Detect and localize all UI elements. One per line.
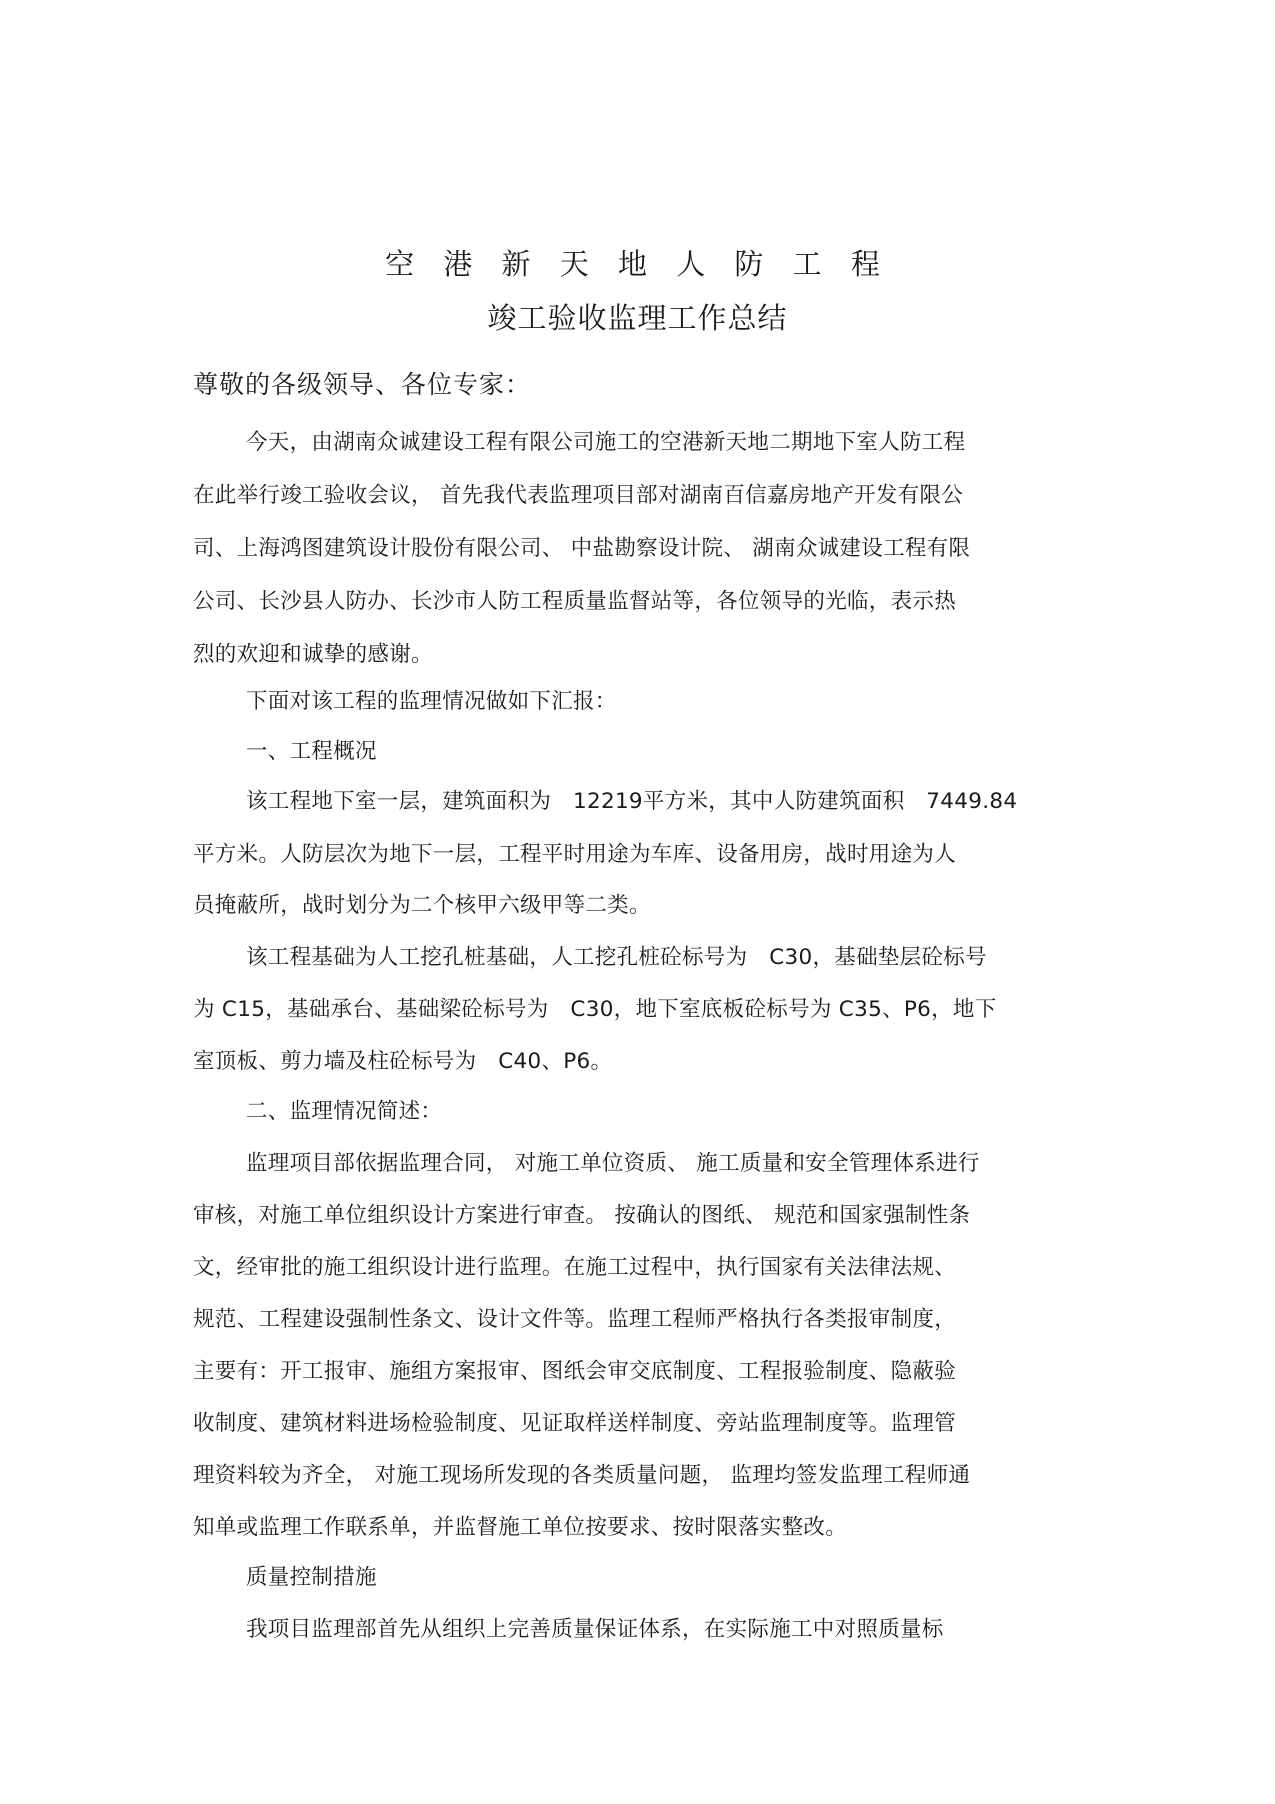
paragraph-line: 该工程基础为人工挖孔桩基础，人工挖孔桩砼标号为 C30，基础垫层砼标号	[246, 945, 987, 970]
paragraph-line: 平方米。人防层次为地下一层，工程平时用途为车库、设备用房，战时用途为人	[193, 842, 957, 867]
paragraph-line: 司、上海鸿图建筑设计股份有限公司、 中盐勘察设计院、 湖南众诚建设工程有限	[193, 536, 971, 561]
document-title: 空 港 新 天 地 人 防 工 程	[385, 247, 890, 281]
paragraph-line: 收制度、建筑材料进场检验制度、见证取样送样制度、旁站监理制度等。监理管	[193, 1411, 957, 1436]
document-subtitle: 竣工验收监理工作总结	[487, 301, 788, 335]
paragraph-line: 文，经审批的施工组织设计进行监理。在施工过程中，执行国家有关法律法规、	[193, 1255, 957, 1280]
paragraph-line: 在此举行竣工验收会议， 首先我代表监理项目部对湖南百信嘉房地产开发有限公	[193, 483, 964, 508]
paragraph-line: 下面对该工程的监理情况做如下汇报：	[246, 689, 617, 714]
section-heading: 质量控制措施	[246, 1565, 377, 1590]
paragraph-line: 理资料较为齐全， 对施工现场所发现的各类质量问题， 监理均签发监理工程师通	[193, 1463, 971, 1488]
section-heading: 二、监理情况简述：	[246, 1099, 443, 1124]
paragraph-line: 公司、长沙县人防办、长沙市人防工程质量监督站等，各位领导的光临，表示热	[193, 589, 957, 614]
paragraph-line: 室顶板、剪力墙及柱砼标号为 C40、P6。	[193, 1049, 613, 1074]
paragraph-line: 我项目监理部首先从组织上完善质量保证体系，在实际施工中对照质量标	[246, 1617, 944, 1642]
paragraph-line: 烈的欢迎和诚挚的感谢。	[193, 642, 433, 667]
paragraph-line: 今天，由湖南众诚建设工程有限公司施工的空港新天地二期地下室人防工程	[246, 430, 966, 455]
paragraph-line: 审核，对施工单位组织设计方案进行审查。 按确认的图纸、 规范和国家强制性条	[193, 1203, 971, 1228]
paragraph-line: 为 C15，基础承台、基础梁砼标号为 C30，地下室底板砼标号为 C35、P6，地下	[193, 997, 997, 1022]
paragraph-line: 监理项目部依据监理合同， 对施工单位资质、 施工质量和安全管理体系进行	[246, 1151, 980, 1176]
paragraph-line: 员掩蔽所，战时划分为二个核甲六级甲等二类。	[193, 893, 651, 918]
paragraph-line: 规范、工程建设强制性条文、设计文件等。监理工程师严格执行各类报审制度，	[193, 1307, 957, 1332]
salutation: 尊敬的各级领导、各位专家：	[193, 370, 532, 399]
paragraph-line: 该工程地下室一层，建筑面积为 12219平方米，其中人防建筑面积 7449.84	[246, 789, 1018, 814]
paragraph-line: 知单或监理工作联系单，并监督施工单位按要求、按时限落实整改。	[193, 1515, 848, 1540]
section-heading: 一、工程概况	[246, 739, 377, 764]
paragraph-line: 主要有：开工报审、施组方案报审、图纸会审交底制度、工程报验制度、隐蔽验	[193, 1359, 957, 1384]
